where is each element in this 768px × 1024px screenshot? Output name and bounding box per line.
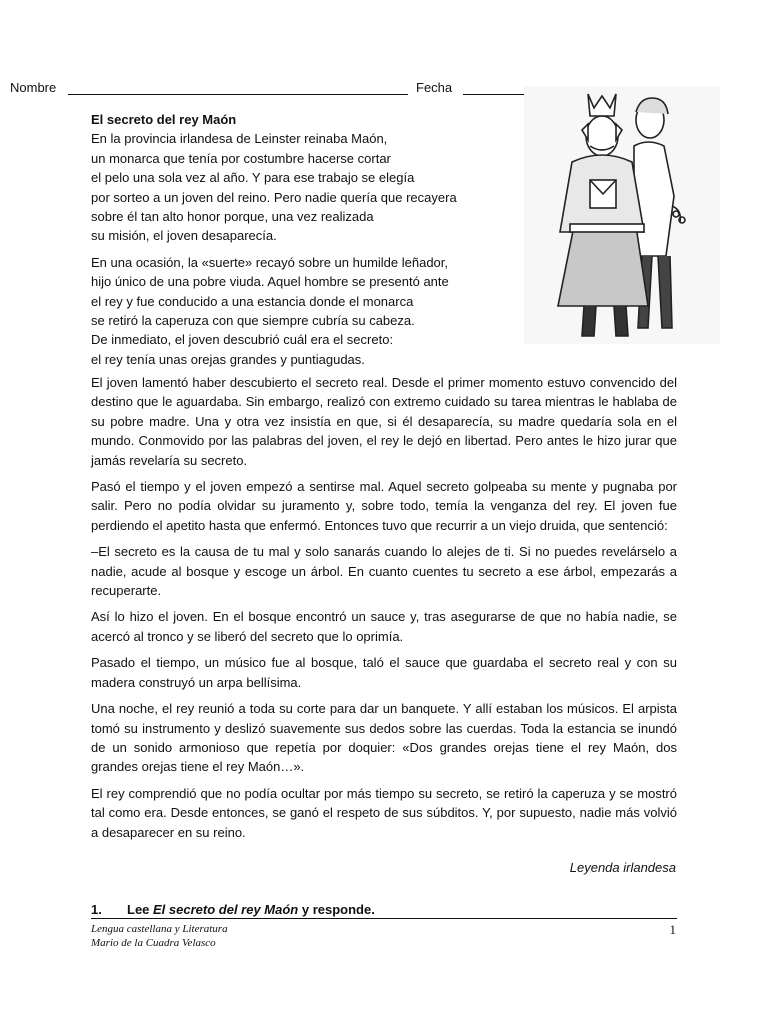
paragraph-4: Pasó el tiempo y el joven empezó a sentirse mal. Aquel secreto golpeaba su mente y pugnaba por salir. Pero no podía olvidar su juramento y, sobre todo, temía la venganza del rey. El joven fue perdiendo el apetito hasta que enfermó. Entonces tuvo que recurrir a un viejo druida, que sentenció: [91,479,677,533]
paragraph-9: El rey comprendió que no podía ocultar por más tiempo su secreto, se retiró la caperuza y se mostró tal como era. Desde entonces, se ganó el respeto de sus súbditos. Y, por supuesto, nadie más volvió a desaparecer en su reino. [91,785,677,840]
story-intro [91,110,511,376]
paragraph-2: En una ocasión, la «suerte» recayó sobre un humilde leñador, hijo único de una pobre viuda. Aquel hombre se presentó ante el rey y fue conducido a una estancia donde el monarca se retiró la caperuza con que siempre cubría su cabeza. De inmediato, el joven descubrió cuál era el secreto: el rey tenía unas orejas grandes y puntiagudas. [91,254,449,367]
question-suffix: y responde. [298,902,375,917]
paragraph-5: –El secreto es la causa de tu mal y solo sanarás cuando lo alejes de ti. Si no puedes revelárselo a nadie, acude al bosque y escoge un árbol. En cuanto cuentes tu secreto a ese árbol, empezarás a recuperarte. [91,544,677,599]
paragraph-8: Una noche, el rey reunió a toda su corte para dar un banquete. Y allí estaban los músicos. El arpista tomó su instrumento y deslizó suavemente sus dedos sobre las cuerdas. Toda la estancia se inundó de un sonido armonioso que repetía por doquier: «Dos grandes orejas tiene el rey Maón, dos grandes orejas tiene el rey Maón…». [91,701,677,775]
name-field[interactable] [68,94,408,95]
name-label: Nombre [10,80,57,95]
paragraph-7: Pasado el tiempo, un músico fue al bosque, taló el sauce que guardaba el secreto real y con su madera construyó un arpa bellísima. [91,655,677,690]
story-body [91,373,677,849]
question-1 [91,902,375,917]
footer-subject: Lengua castellana y Literatura [91,923,228,935]
question-prefix: Lee [127,902,154,917]
paragraph-3: El joven lamentó haber descubierto el secreto real. Desde el primer momento estuvo convencido del destino que le aguardaba. Sin embargo, realizó con extremo cuidado su tarea mientras le hablaba de su pobre madre. Una y otra vez insistía en que, si él desaparecía, su madre quedaría sola en el mundo. Conmovido por las palabras del joven, el rey le dejó en libertad. Pero antes le hizo jurar que jamás revelaría su secreto. [91,375,677,468]
paragraph-6: Así lo hizo el joven. En el bosque encontró un sauce y, tras asegurarse de que no había nadie, se acercó al tronco y se liberó del secreto que lo oprimía. [91,609,677,644]
story-source: Leyenda irlandesa [569,860,676,875]
question-number: 1. [91,902,102,917]
page-number: 1 [669,922,676,937]
footer-author: Mario de la Cuadra Velasco [91,937,216,949]
date-label: Fecha [416,80,453,95]
story-title: El secreto del rey Maón [91,112,237,127]
footer-divider [91,918,677,919]
question-title: El secreto del rey Maón [153,902,299,917]
paragraph-1: En la provincia irlandesa de Leinster reinaba Maón, un monarca que tenía por costumbre hacerse cortar el pelo una sola vez al año. Y para ese trabajo se elegía por sorteo a un joven del reino. Pero nadie quería que recayera sobre él tan alto honor porque, una vez realizada su misión, el joven desaparecía. [91,131,457,244]
footer [91,922,228,950]
king-barber-illustration [524,86,720,344]
